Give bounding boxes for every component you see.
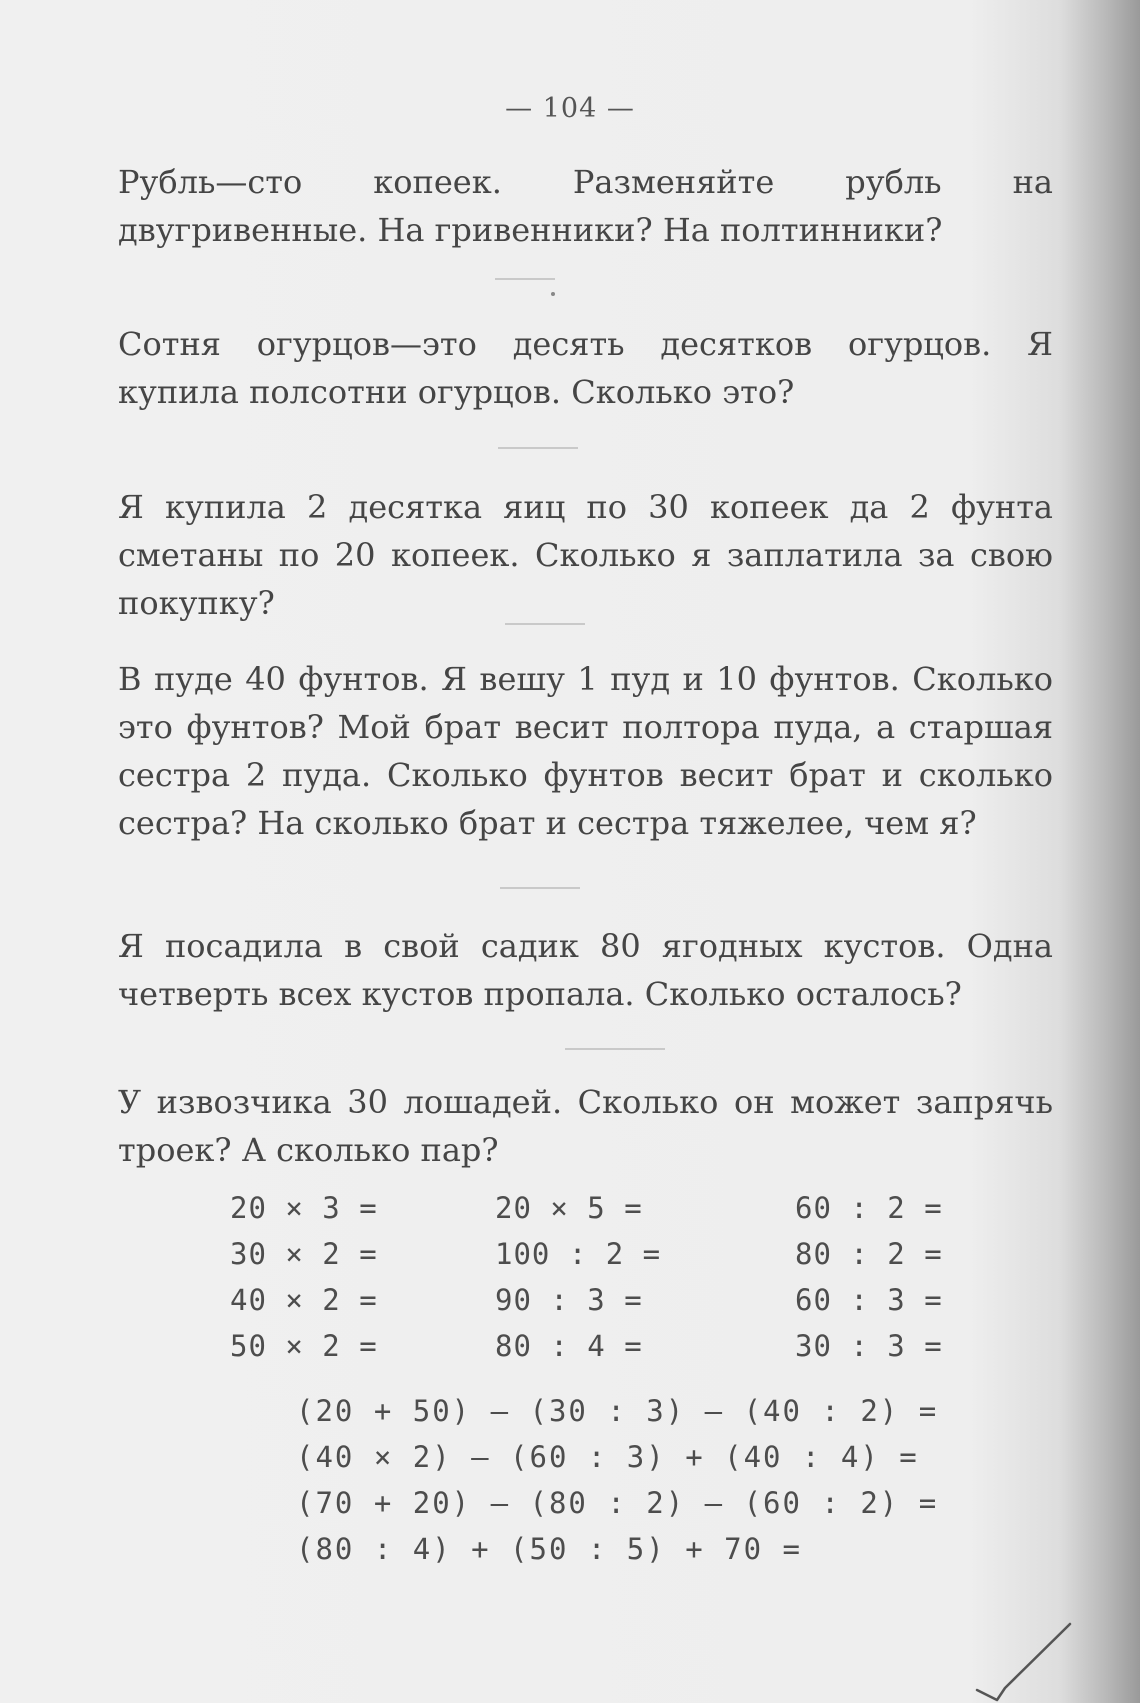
exercise: 80 : 2 =	[795, 1237, 943, 1271]
separator	[565, 1048, 665, 1050]
exercise-column	[495, 1185, 725, 1369]
expression: (20 + 50) — (30 : 3) — (40 : 2) =	[296, 1394, 939, 1428]
problem-paragraph: Я купила 2 десятка яиц по 30 копеек да 2 фунта сметаны по 20 копеек. Сколько я заплатила за свою покупку?	[118, 488, 1053, 622]
page-number: — 104 —	[505, 93, 635, 124]
problem-paragraph: В пуде 40 фунтов. Я вешу 1 пуд и 10 фунтов. Сколько это фунтов? Мой брат весит полтора пуда, а старшая сестра 2 пуда. Сколько фунтов весит брат и сколько сестра? На сколько брат и сестра тяжелее, чем я?	[118, 660, 1053, 842]
exercise: 50 × 2 =	[230, 1329, 378, 1363]
problem-paragraph: Я посадила в свой садик 80 ягодных кустов. Одна четверть всех кустов пропала. Сколько осталось?	[118, 927, 1053, 1013]
problem-paragraph: Рубль—сто копеек. Разменяйте рубль на двугривенные. На гривенники? На полтинники?	[118, 163, 1053, 249]
exercise-column	[230, 1185, 460, 1369]
expression: (40 × 2) — (60 : 3) + (40 : 4) =	[296, 1440, 919, 1474]
exercise: 60 : 3 =	[795, 1283, 943, 1317]
exercise: 30 : 3 =	[795, 1329, 943, 1363]
exercise: 20 × 5 =	[495, 1191, 643, 1225]
exercise: 40 × 2 =	[230, 1283, 378, 1317]
problem-paragraph: Сотня огурцов—это десять десятков огурцов. Я купила полсотни огурцов. Сколько это?	[118, 325, 1053, 411]
expression-list	[296, 1388, 939, 1572]
exercise: 100 : 2 =	[495, 1237, 662, 1271]
problem-paragraph: У извозчика 30 лошадей. Сколько он может запрячь троек? А сколько пар?	[118, 1083, 1053, 1169]
separator	[505, 623, 585, 625]
separator	[500, 887, 580, 889]
pencil-check-mark	[975, 1620, 1075, 1703]
exercise-column	[795, 1185, 1025, 1369]
expression: (80 : 4) + (50 : 5) + 70 =	[296, 1532, 802, 1566]
ink-speck	[551, 292, 555, 296]
separator	[495, 278, 555, 280]
separator	[498, 447, 578, 449]
exercise: 30 × 2 =	[230, 1237, 378, 1271]
exercise: 60 : 2 =	[795, 1191, 943, 1225]
exercise: 80 : 4 =	[495, 1329, 643, 1363]
expression: (70 + 20) — (80 : 2) — (60 : 2) =	[296, 1486, 939, 1520]
exercise: 20 × 3 =	[230, 1191, 378, 1225]
exercise: 90 : 3 =	[495, 1283, 643, 1317]
